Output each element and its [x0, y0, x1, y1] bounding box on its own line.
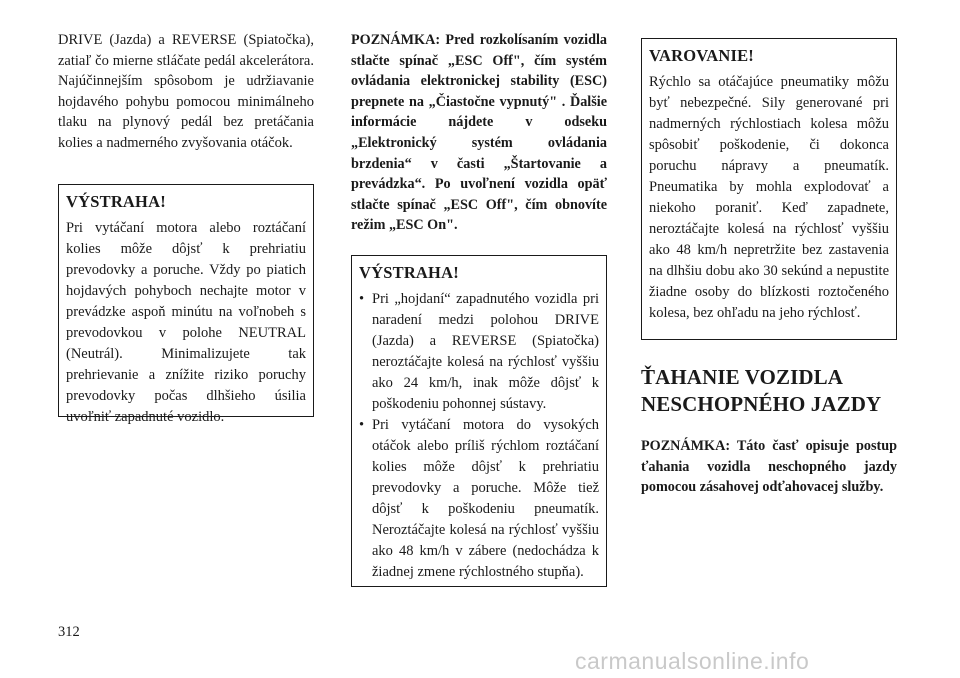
warning-text: Pri vytáčaní motora alebo roztáčaní kolies môže dôjsť k prehriatiu prevodovky a poruche. Vždy po piatich hojdavých pohyboch nechajte motor v prevádzke aspoň minútu na voľnobeh s prevodovkou v polohe NEUTRAL (Neutrál). Minimalizujete tak prehrievanie a znížite riziko poruchy prevodovky počas dlhšieho úsilia uvoľniť zapadnuté vozidlo. [66, 219, 306, 425]
section-title-line1: ŤAHANIE VOZIDLA [641, 365, 843, 389]
column-middle [351, 30, 607, 587]
esc-note: POZNÁMKA: Pred rozkolísaním vozidla stlačte spínač „ESC Off", čím systém ovládania elektronickej stability (ESC) prepnete na „Čiastočne vypnutý" . Ďalšie informácie nájdete v odseku „Elektronický systém ovládania brzdenia“ v časti „Štartovanie a prevádzka“. Po uvoľnení vozidla opäť stlačte spínač „ESC Off", čím obnovíte režim „ESC On". [351, 32, 607, 234]
caution-box [641, 38, 897, 340]
warning-bullet-list [359, 289, 599, 583]
bullet-glyph: • [359, 290, 365, 307]
bullet-text: Pri „hojdaní“ zapadnutého vozidla pri naradení medzi polohou DRIVE (Jazda) a REVERSE (Spiatočka) neroztáčajte kolesá na rýchlosť vyššiu ako 24 km/h, inak môže dôjsť k poškodeniu pohonnej sústavy. [372, 290, 599, 412]
warning-title: VÝSTRAHA! [66, 191, 166, 211]
bullet-glyph: • [359, 416, 365, 433]
warning-box [58, 184, 314, 425]
section-title [641, 364, 897, 418]
column-right [641, 30, 897, 498]
warning-bullet-item [359, 289, 599, 415]
intro-paragraph: DRIVE (Jazda) a REVERSE (Spiatočka), zatiaľ čo mierne stláčate pedál akcelerátora. Najúčinnejším spôsobom je udržiavanie hojdavého pohybu pomocou minimálneho tlaku na plynový pedál bez pretáčania kolies a nadmerného zvyšovania otáčok. [58, 32, 314, 151]
caution-title: VAROVANIE! [649, 46, 754, 65]
caution-text: Rýchlo sa otáčajúce pneumatiky môžu byť nebezpečné. Sily generované pri nadmerných rýchlostiach kolesa môžu spôsobiť poškodenie, či dokonca poruchu nápravy a pneumatík. Pneumatika by mohla explodovať a niekoho poraniť. Keď zapadnete, neroztáčajte kolesá na rýchlosť vyššiu ako 48 km/h nepretržite bez zastavenia na dlhšiu dobu ako 30 sekúnd a nepustite žiadne osoby do blízkosti roztočeného kolesa, bez ohľadu na jeho rýchlosť. [649, 74, 889, 321]
warning-box-bullets [351, 255, 607, 587]
column-left [58, 30, 314, 425]
towing-note: POZNÁMKA: Táto časť opisuje postup ťahania vozidla neschopného jazdy pomocou zásahovej odťahovacej služby. [641, 438, 897, 496]
section-title-line2: NESCHOPNÉHO JAZDY [641, 392, 882, 416]
page-number: 312 [58, 624, 80, 640]
warning-bullet-item [359, 415, 599, 583]
warning-title: VÝSTRAHA! [359, 262, 459, 282]
watermark: carmanualsonline.info [575, 648, 810, 674]
bullet-text: Pri vytáčaní motora do vysokých otáčok alebo príliš rýchlom roztáčaní kolies môže dôjsť k prehriatiu prevodovky a poruche. Môže tiež dôjsť k poškodeniu pneumatík. Neroztáčajte kolesá na rýchlosť vyššiu ako 48 km/h v zábere (nedochádza k žiadnej zmene rýchlostného stupňa). [372, 416, 599, 580]
